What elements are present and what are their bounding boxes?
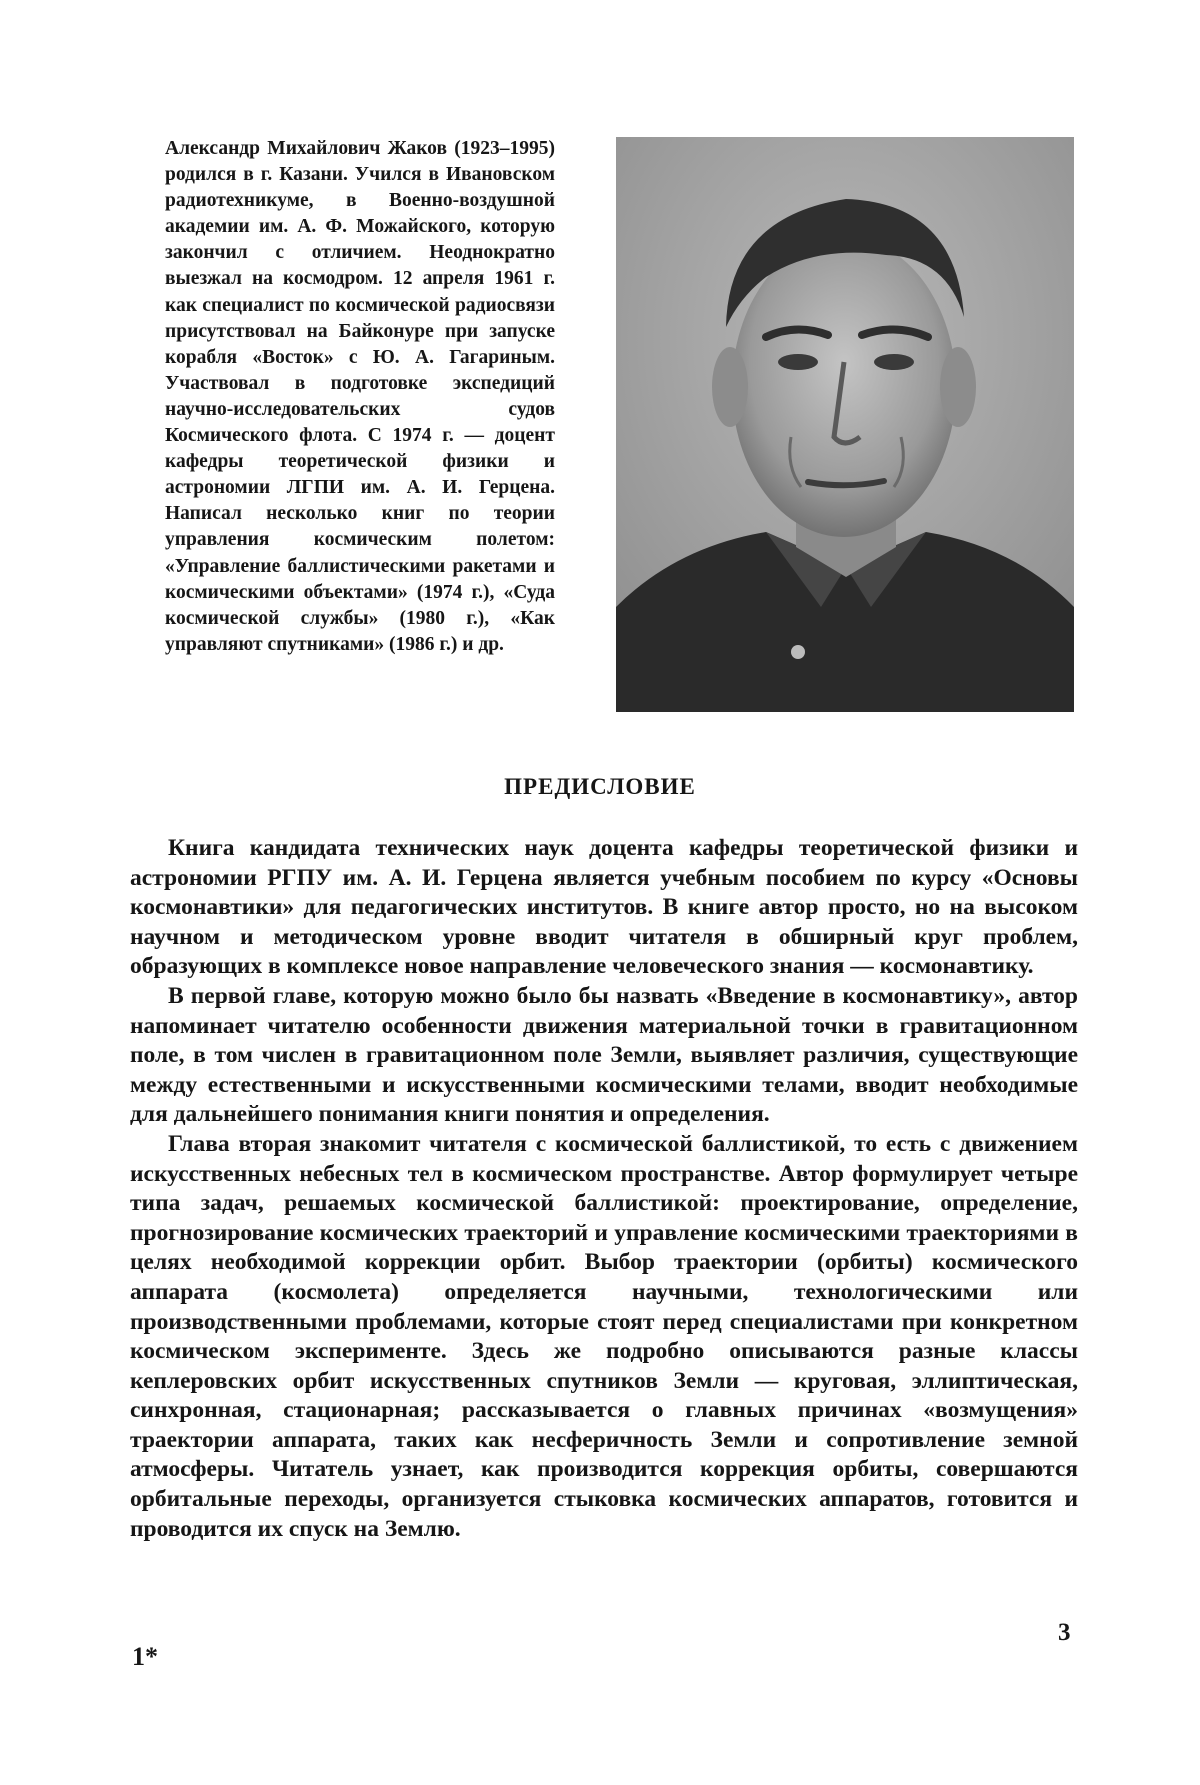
page-number: 3 bbox=[1058, 1619, 1071, 1646]
author-bio: Александр Михайлович Жаков (1923–1995) родился в г. Казани. Учился в Ивановском радиотехникуме, в Военно-воздушной академии им. А. Ф. Можайского, которую закончил с отличием. Неоднократно выезжал на космодром. 12 апреля 1961 г. как специалист по космической радиосвязи присутствовал на Байконуре при запуске корабля «Восток» с Ю. А. Гагариным. Участвовал в подготовке экспедиций научно-исследовательских судов Космического флота. С 1974 г. — доцент кафедры теоретической физики и астрономии ЛГПИ им. А. И. Герцена. Написал несколько книг по теории управления космическим полетом: «Управление баллистическими ракетами и космическими объектами» (1974 г.), «Суда космической службы» (1980 г.), «Как управляют спутниками» (1986 г.) и др. bbox=[165, 138, 555, 655]
preface-body bbox=[130, 834, 1078, 1544]
section-heading: ПРЕДИСЛОВИЕ bbox=[504, 774, 696, 799]
portrait-photo-icon bbox=[616, 137, 1074, 712]
author-portrait bbox=[616, 137, 1074, 712]
signature-mark: 1* bbox=[132, 1642, 158, 1671]
preface-paragraph: Книга кандидата технических наук доцента кафедры теоретической физики и астрономии РГПУ им. А. И. Герцена является учебным пособием по курсу «Основы космонавтики» для педагогических институтов. В книге автор просто, но на высоком научном и методическом уровне вводит читателя в обширный круг проблем, образующих в комплексе новое направление человеческого знания — космонавтику. bbox=[130, 835, 1078, 980]
preface-paragraph: В первой главе, которую можно было бы назвать «Введение в космонавтику», автор напоминает читателю особенности движения материальной точки в гравитационном поле, в том числен в гравитационном поле Земли, выявляет различия, существующие между естественными и искусственными космическими телами, вводит необходимые для дальнейшего понимания книги понятия и определения. bbox=[130, 982, 1078, 1128]
preface-paragraph: Глава вторая знакомит читателя с космической баллистикой, то есть с движением искусственных небесных тел в космическом пространстве. Автор формулирует четыре типа задач, решаемых космической баллистикой: проектирование, определение, прогнозирование космических траекторий и управление космическими траекториями в целях необходимой коррекции орбит. Выбор траектории (орбиты) космического аппарата (космолета) определяется научными, технологическими или производственными проблемами, которые стоят перед специалистами при конкретном космическом эксперименте. Здесь же подробно описываются разные классы кеплеровских орбит искусственных спутников Земли — круговая, эллиптическая, синхронная, стационарная; рассказывается о главных причинах «возмущения» траектории аппарата, таких как несферичность Земли и сопротивление земной атмосферы. Читатель узнает, как производится коррекция орбиты, совершаются орбитальные переходы, организуется стыковка космических аппаратов, готовится и проводится их спуск на Землю. bbox=[130, 1130, 1078, 1542]
